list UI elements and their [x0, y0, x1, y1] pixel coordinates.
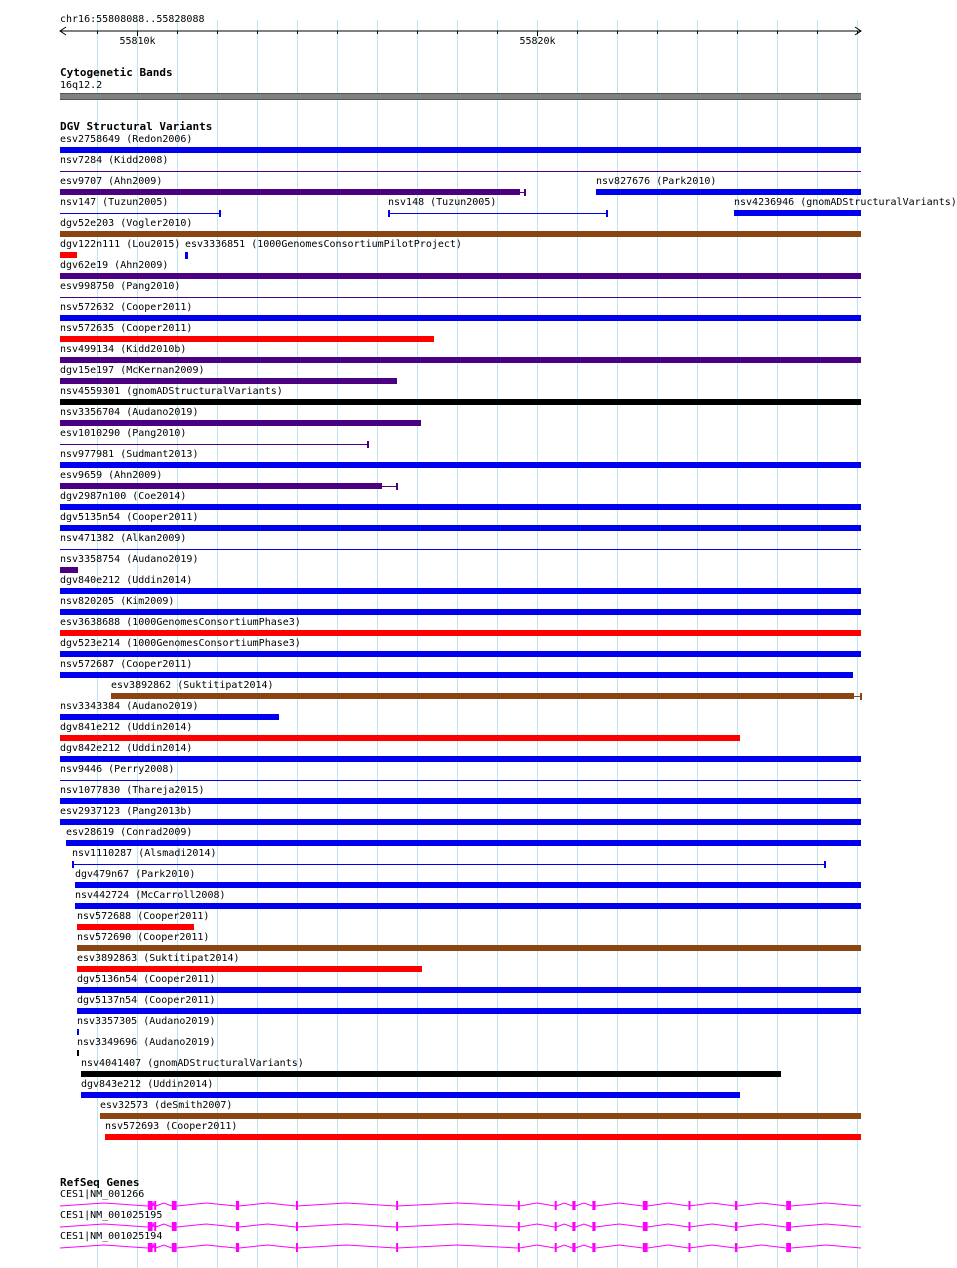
gene-intron	[60, 1224, 148, 1227]
gene-intron	[791, 1245, 861, 1248]
variant-bar[interactable]	[60, 273, 861, 279]
variant-bar[interactable]	[60, 525, 861, 531]
variant-bar[interactable]	[734, 210, 861, 216]
variant-start-cap	[72, 861, 74, 868]
feature-label: CES1|NM_001025194	[60, 1231, 163, 1242]
gene-intron	[737, 1245, 786, 1248]
feature-label: nsv572693 (Cooper2011)	[105, 1121, 238, 1132]
variant-start-cap	[388, 210, 390, 217]
gene-intron	[556, 1245, 572, 1248]
feature-label: dgv479n67 (Park2010)	[75, 869, 196, 880]
gene-exon	[572, 1243, 575, 1252]
gene-intron	[519, 1224, 554, 1227]
gene-exon	[786, 1243, 791, 1252]
gene-exon	[172, 1243, 177, 1252]
feature-label: esv3336851 (1000GenomesConsortiumPilotProject)	[185, 239, 462, 250]
gene-exon	[643, 1201, 648, 1210]
gene-exon	[154, 1201, 156, 1210]
variant-line[interactable]	[388, 213, 607, 214]
variant-bar[interactable]	[60, 147, 861, 153]
gene-intron	[239, 1203, 296, 1206]
variant-line[interactable]	[60, 549, 861, 550]
gene-intron	[556, 1203, 572, 1206]
variant-bar[interactable]	[105, 1134, 861, 1140]
gene-exon	[172, 1201, 177, 1210]
variant-line[interactable]	[60, 444, 368, 445]
feature-label: nsv3343384 (Audano2019)	[60, 701, 199, 712]
grid-line	[577, 20, 578, 1268]
feature-label: dgv523e214 (1000GenomesConsortiumPhase3)	[60, 638, 301, 649]
gene-intron	[60, 1203, 148, 1206]
gene-intron	[596, 1245, 643, 1248]
grid-line	[697, 20, 698, 1268]
gene-intron	[648, 1245, 689, 1248]
gene-intron	[156, 1245, 172, 1248]
variant-bar[interactable]	[60, 672, 853, 678]
variant-start-cap	[185, 252, 187, 259]
feature-label: 16q12.2	[60, 80, 103, 91]
gene-exon	[518, 1222, 520, 1231]
feature-label: dgv842e212 (Uddin2014)	[60, 743, 193, 754]
feature-label: nsv827676 (Park2010)	[596, 176, 717, 187]
gene-exon	[688, 1222, 690, 1231]
feature-label: nsv572688 (Cooper2011)	[77, 911, 210, 922]
gene-exon	[148, 1201, 153, 1210]
variant-bar[interactable]	[111, 693, 854, 699]
gene-exon	[396, 1222, 398, 1231]
gene-exon	[735, 1201, 737, 1210]
variant-bar[interactable]	[60, 378, 397, 384]
gene-exon	[148, 1243, 153, 1252]
feature-label: esv9659 (Ahn2009)	[60, 470, 163, 481]
gene-exon	[572, 1222, 575, 1231]
feature-label: nsv442724 (McCarroll2008)	[75, 890, 226, 901]
gene-exon	[735, 1243, 737, 1252]
variant-bar[interactable]	[100, 1113, 861, 1119]
variant-end-cap	[396, 483, 398, 490]
variant-bar[interactable]	[60, 735, 740, 741]
feature-label: nsv1110287 (Alsmadi2014)	[72, 848, 217, 859]
variant-bar[interactable]	[60, 588, 861, 594]
gene-intron	[596, 1203, 643, 1206]
variant-bar[interactable]	[60, 357, 861, 363]
feature-label: esv2937123 (Pang2013b)	[60, 806, 193, 817]
refseq-track-title: RefSeq Genes	[60, 1176, 140, 1189]
variant-end-cap	[606, 210, 608, 217]
feature-label: dgv122n111 (Lou2015)	[60, 239, 181, 250]
gene-exon	[643, 1222, 648, 1231]
variant-bar[interactable]	[77, 1029, 79, 1035]
variant-line[interactable]	[60, 780, 861, 781]
gene-intron	[153, 1203, 155, 1206]
variant-bar[interactable]	[60, 336, 434, 342]
feature-label: dgv841e212 (Uddin2014)	[60, 722, 193, 733]
ruler-tick-label: 55820k	[519, 36, 556, 47]
variant-bar[interactable]	[66, 840, 861, 846]
feature-label: nsv4041407 (gnomADStructuralVariants)	[81, 1058, 304, 1069]
gene-intron	[791, 1203, 861, 1206]
feature-label: CES1|NM_001266	[60, 1189, 145, 1200]
gene-intron	[737, 1203, 786, 1206]
ruler[interactable]	[0, 20, 890, 70]
gene-intron	[648, 1224, 689, 1227]
feature-label: CES1|NM_001025195	[60, 1210, 163, 1221]
variant-bar[interactable]	[77, 1008, 861, 1014]
gene-exon	[296, 1222, 298, 1231]
gene-exon	[592, 1222, 595, 1231]
grid-line	[537, 20, 538, 1268]
feature-label: nsv977981 (Sudmant2013)	[60, 449, 199, 460]
feature-label: nsv148 (Tuzun2005)	[388, 197, 497, 208]
variant-bar[interactable]	[60, 567, 78, 573]
gene-intron	[689, 1203, 735, 1206]
feature-label: esv3892862 (Suktitipat2014)	[111, 680, 274, 691]
variant-bar[interactable]	[60, 819, 861, 825]
variant-bar[interactable]	[77, 1050, 79, 1056]
gene-intron	[648, 1203, 689, 1206]
variant-bar[interactable]	[77, 966, 422, 972]
ruler-tick-label: 55810k	[119, 36, 156, 47]
variant-bar[interactable]	[60, 483, 382, 489]
feature-label: nsv1077830 (Thareja2015)	[60, 785, 205, 796]
feature-label: nsv4236946 (gnomADStructuralVariants)	[734, 197, 957, 208]
feature-label: nsv9446 (Perry2008)	[60, 764, 175, 775]
feature-label: nsv499134 (Kidd2010b)	[60, 344, 187, 355]
gene-exon	[592, 1243, 595, 1252]
grid-line	[617, 20, 618, 1268]
gene-intron	[576, 1224, 593, 1227]
variant-bar[interactable]	[77, 945, 861, 951]
gene-intron	[156, 1203, 172, 1206]
variant-line[interactable]	[60, 213, 220, 214]
gene-intron	[177, 1224, 236, 1227]
grid-line	[657, 20, 658, 1268]
variant-end-cap	[860, 693, 862, 700]
feature-label: nsv3349696 (Audano2019)	[77, 1037, 216, 1048]
variant-bar[interactable]	[60, 189, 520, 195]
variant-bar[interactable]	[60, 399, 861, 405]
gene-exon	[296, 1201, 298, 1210]
feature-label: nsv572632 (Cooper2011)	[60, 302, 193, 313]
region-label: chr16:55808088..55828088	[60, 14, 205, 25]
variant-bar[interactable]	[60, 462, 861, 468]
gene-intron	[576, 1203, 593, 1206]
feature-label: nsv572690 (Cooper2011)	[77, 932, 210, 943]
feature-label: nsv3357305 (Audano2019)	[77, 1016, 216, 1027]
gene-exon	[555, 1201, 557, 1210]
feature-label: nsv147 (Tuzun2005)	[60, 197, 169, 208]
feature-label: esv2758649 (Redon2006)	[60, 134, 193, 145]
feature-label: dgv15e197 (McKernan2009)	[60, 365, 205, 376]
gene-exon	[555, 1222, 557, 1231]
variant-bar[interactable]	[60, 798, 861, 804]
variant-bar[interactable]	[77, 987, 861, 993]
gene-intron	[791, 1224, 861, 1227]
variant-bar[interactable]	[60, 420, 421, 426]
gene-intron	[519, 1203, 554, 1206]
feature-label: nsv572635 (Cooper2011)	[60, 323, 193, 334]
gene-intron	[556, 1224, 572, 1227]
gene-exon	[518, 1201, 520, 1210]
feature-label: dgv5137n54 (Cooper2011)	[77, 995, 216, 1006]
variant-bar[interactable]	[81, 1071, 781, 1077]
feature-label: esv28619 (Conrad2009)	[66, 827, 193, 838]
gene-intron	[297, 1224, 396, 1227]
gene-intron	[397, 1245, 518, 1248]
gene-intron	[156, 1224, 172, 1227]
gene-exon	[518, 1243, 520, 1252]
gene-intron	[689, 1245, 735, 1248]
variant-line[interactable]	[72, 864, 825, 865]
gene-exon	[396, 1201, 398, 1210]
variant-bar[interactable]	[60, 504, 861, 510]
gene-exon	[592, 1201, 595, 1210]
gene-exon	[555, 1243, 557, 1252]
cytoband-bar[interactable]	[60, 93, 861, 100]
gene-intron	[177, 1203, 236, 1206]
gene-intron	[297, 1203, 396, 1206]
gene-exon	[786, 1201, 791, 1210]
feature-label: esv3892863 (Suktitipat2014)	[77, 953, 240, 964]
feature-label: dgv5135n54 (Cooper2011)	[60, 512, 199, 523]
variant-line[interactable]	[60, 171, 861, 172]
feature-label: dgv5136n54 (Cooper2011)	[77, 974, 216, 985]
gene-exon	[786, 1222, 791, 1231]
gene-exon	[396, 1243, 398, 1252]
gene-intron	[596, 1224, 643, 1227]
gene-exon	[172, 1222, 177, 1231]
gene-intron	[153, 1245, 155, 1248]
feature-label: dgv2987n100 (Coe2014)	[60, 491, 187, 502]
gene-intron	[297, 1245, 396, 1248]
gene-exon	[688, 1201, 690, 1210]
variant-bar[interactable]	[60, 630, 861, 636]
gene-exon	[296, 1243, 298, 1252]
variant-bar[interactable]	[60, 315, 861, 321]
variant-bar[interactable]	[596, 189, 861, 195]
feature-label: dgv840e212 (Uddin2014)	[60, 575, 193, 586]
variant-bar[interactable]	[77, 924, 194, 930]
variant-end-cap	[824, 861, 826, 868]
feature-label: nsv7284 (Kidd2008)	[60, 155, 169, 166]
dgv-track-title: DGV Structural Variants	[60, 120, 213, 133]
variant-bar[interactable]	[60, 714, 279, 720]
variant-line[interactable]	[60, 297, 861, 298]
gene-exon	[643, 1243, 648, 1252]
feature-label: esv9707 (Ahn2009)	[60, 176, 163, 187]
variant-bar[interactable]	[60, 756, 861, 762]
gene-intron	[239, 1224, 296, 1227]
gene-intron	[576, 1245, 593, 1248]
gene-exon	[148, 1222, 153, 1231]
feature-label: esv998750 (Pang2010)	[60, 281, 181, 292]
feature-label: esv1010290 (Pang2010)	[60, 428, 187, 439]
variant-bar[interactable]	[60, 609, 861, 615]
gene-model[interactable]	[0, 1240, 890, 1256]
cytoband-track-title: Cytogenetic Bands	[60, 66, 173, 79]
variant-bar[interactable]	[60, 252, 77, 258]
feature-label: nsv471382 (Alkan2009)	[60, 533, 187, 544]
gene-intron	[397, 1203, 518, 1206]
gene-exon	[688, 1243, 690, 1252]
variant-end-cap	[524, 189, 526, 196]
gene-exon	[236, 1222, 239, 1231]
feature-label: dgv843e212 (Uddin2014)	[81, 1079, 214, 1090]
gene-intron	[689, 1224, 735, 1227]
feature-label: nsv3356704 (Audano2019)	[60, 407, 199, 418]
feature-label: dgv52e203 (Vogler2010)	[60, 218, 193, 229]
gene-intron	[153, 1224, 155, 1227]
variant-bar[interactable]	[75, 882, 861, 888]
gene-exon	[154, 1243, 156, 1252]
gene-exon	[572, 1201, 575, 1210]
gene-exon	[154, 1222, 156, 1231]
gene-intron	[60, 1245, 148, 1248]
gene-intron	[239, 1245, 296, 1248]
variant-end-cap	[367, 441, 369, 448]
grid-line	[377, 20, 378, 1268]
feature-label: nsv572687 (Cooper2011)	[60, 659, 193, 670]
feature-label: esv3638688 (1000GenomesConsortiumPhase3)	[60, 617, 301, 628]
variant-bar[interactable]	[60, 651, 861, 657]
gene-intron	[737, 1224, 786, 1227]
grid-line	[497, 20, 498, 1268]
feature-label: nsv4559301 (gnomADStructuralVariants)	[60, 386, 283, 397]
variant-bar[interactable]	[81, 1092, 740, 1098]
feature-label: nsv3358754 (Audano2019)	[60, 554, 199, 565]
gene-intron	[519, 1245, 554, 1248]
feature-label: dgv62e19 (Ahn2009)	[60, 260, 169, 271]
gene-intron	[177, 1245, 236, 1248]
gene-exon	[735, 1222, 737, 1231]
feature-label: esv32573 (deSmith2007)	[100, 1100, 233, 1111]
variant-bar[interactable]	[60, 231, 861, 237]
grid-line	[337, 20, 338, 1268]
gene-intron	[397, 1224, 518, 1227]
gene-exon	[236, 1243, 239, 1252]
variant-bar[interactable]	[75, 903, 861, 909]
feature-label: nsv820205 (Kim2009)	[60, 596, 175, 607]
gene-exon	[236, 1201, 239, 1210]
variant-end-cap	[219, 210, 221, 217]
